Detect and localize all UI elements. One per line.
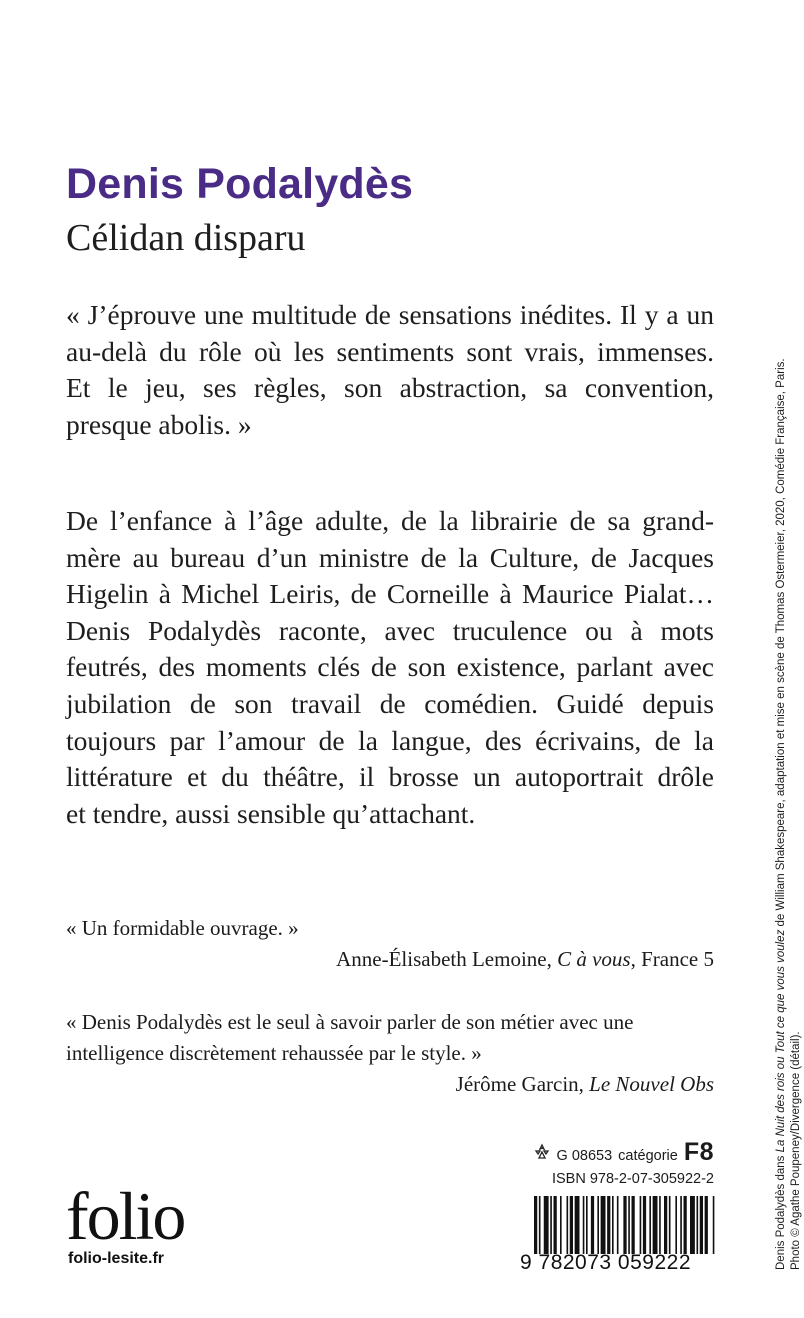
credit-play-title: La Nuit des rois ou Tout ce que vous voulez	[775, 929, 787, 1153]
attribution-name: Jérôme Garcin,	[455, 1072, 590, 1096]
barcode-bar	[664, 1196, 667, 1254]
blurb-line: et tendre, aussi sensible qu’attachant.	[66, 797, 476, 829]
review-attribution	[66, 1069, 714, 1100]
barcode-bar	[612, 1196, 614, 1254]
category-label: catégorie	[618, 1148, 678, 1164]
epigraph-line: Et le jeu, ses règles, son abstraction, sa convention,	[66, 372, 714, 404]
blurb-line: De l’enfance à l’âge adulte, de la librairie de sa grand-	[66, 505, 714, 536]
attribution-name: Anne-Élisabeth Lemoine,	[336, 947, 558, 971]
epigraph	[66, 297, 714, 443]
barcode-bar	[659, 1196, 661, 1254]
category-value: F8	[683, 1138, 714, 1166]
credit-line-2: Photo © Agathe Poupeney/Divergence (détail).	[790, 1031, 802, 1270]
barcode-bar	[597, 1196, 599, 1254]
barcode-bar	[684, 1196, 687, 1254]
barcode-bar	[583, 1196, 585, 1254]
blurb-line: jubilation de son travail de comédien. Guidé depuis	[66, 687, 714, 719]
barcode-bar	[700, 1196, 703, 1254]
barcode-bar	[550, 1196, 552, 1254]
barcode-bar	[567, 1196, 569, 1254]
barcode-bar	[591, 1196, 594, 1254]
attribution-publication: Le Nouvel Obs	[589, 1072, 714, 1096]
epigraph-line: au-delà du rôle où les sentiments sont vrais, immenses.	[66, 335, 714, 367]
barcode-bar	[623, 1196, 626, 1254]
isbn: ISBN 978-2-07-305922-2	[551, 1171, 714, 1187]
review-garcin	[66, 1007, 714, 1100]
barcode-bar	[697, 1196, 699, 1254]
credit-line-1	[774, 330, 789, 1270]
barcode-bar	[570, 1196, 573, 1254]
catalog-line	[533, 1138, 714, 1167]
epigraph-line: « J’éprouve une multitude de sensations inédites. Il y a un	[66, 299, 714, 330]
review-lemoine	[66, 913, 714, 975]
review-quote: « Un formidable ouvrage. »	[66, 916, 299, 940]
barcode-bar	[713, 1196, 715, 1254]
barcode-bar	[705, 1196, 708, 1254]
barcode-bar	[675, 1196, 677, 1254]
barcode-bar	[586, 1196, 588, 1254]
catalog-code: G 08653	[556, 1148, 613, 1164]
folio-logo: folio	[66, 1178, 185, 1254]
publisher-website: folio-lesite.fr	[68, 1250, 165, 1267]
barcode-bar	[643, 1196, 646, 1254]
barcode-bar	[632, 1196, 635, 1254]
barcode-bar	[575, 1196, 580, 1254]
barcode-bar	[560, 1196, 562, 1254]
blurb-line: toujours par l’amour de la langue, des écrivains, de la	[66, 724, 714, 756]
epigraph-line: presque abolis. »	[66, 408, 252, 440]
blurb	[66, 503, 714, 832]
barcode-bar	[690, 1196, 695, 1254]
barcode-digits: 9 782073 059222	[520, 1251, 691, 1274]
blurb-line: feutrés, des moments clés de son existence, parlant avec	[66, 651, 714, 683]
credit-suffix: de William Shakespeare, adaptation et mise en scène de Thomas Ostermeier, 2020, Comédie Française, Paris.	[775, 358, 787, 930]
photo-credit	[774, 330, 804, 1270]
barcode-bar	[554, 1196, 557, 1254]
blurb-line: mère au bureau d’un ministre de la Culture, de Jacques	[66, 541, 714, 573]
barcode-bar	[601, 1196, 606, 1254]
blurb-line: Higelin à Michel Leiris, de Corneille à Maurice Pialat…	[66, 578, 714, 610]
barcode-bar	[628, 1196, 630, 1254]
barcode-bar	[539, 1196, 541, 1254]
review-quote: intelligence discrètement rehaussée par le style. »	[66, 1041, 482, 1065]
attribution-channel: , France 5	[630, 947, 714, 971]
ornament-icon	[533, 1144, 551, 1160]
barcode-bar	[680, 1196, 682, 1254]
barcode-bar	[640, 1196, 642, 1254]
credit-prefix: Denis Podalydès dans	[775, 1152, 787, 1270]
blurb-line: Denis Podalydès raconte, avec truculence ou à mots	[66, 614, 714, 646]
book-title: Célidan disparu	[66, 217, 306, 259]
barcode-bar	[534, 1196, 537, 1254]
attribution-show: C à vous	[557, 947, 631, 971]
review-attribution	[66, 944, 714, 975]
barcode-bar	[607, 1196, 610, 1254]
barcode-bar	[669, 1196, 671, 1254]
review-quote: « Denis Podalydès est le seul à savoir parler de son métier avec une	[66, 1010, 634, 1034]
barcode-bar	[649, 1196, 651, 1254]
barcode-bar	[544, 1196, 549, 1254]
barcode-bar	[653, 1196, 658, 1254]
blurb-line: littérature et du théâtre, il brosse un autoportrait drôle	[66, 761, 714, 793]
barcode-bar	[617, 1196, 619, 1254]
author-name: Denis Podalydès	[66, 160, 414, 208]
